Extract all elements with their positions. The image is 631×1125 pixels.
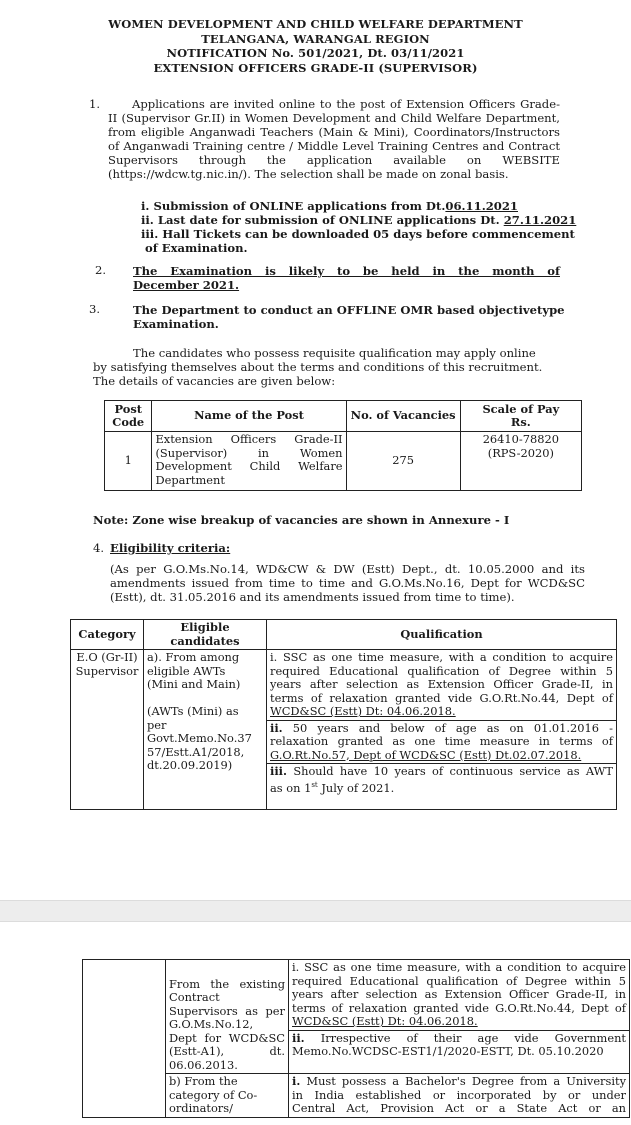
scale-of-pay-cell: 26410-78820 (RPS-2020)	[460, 432, 581, 491]
para-1-number: 1.	[89, 97, 101, 111]
vacancy-table-header	[105, 401, 582, 432]
eligible-candidates-cell: a). From among eligible AWTs (Mini and Main) (AWTs (Mini) as per Govt.Memo.No.37 57/Estt.A1/2018, dt.20.09.2019)	[144, 650, 267, 810]
qualification-age-cell: ii. Irrespective of their age vide Government Memo.No.WCDSC-EST1/1/2020-ESTT, Dt. 05.10.2020	[289, 1030, 630, 1074]
qualification-ssc-cell: i. SSC as one time measure, with a condition to acquire required Educational qualification of Degree within 5 years after selection as Extension Officer Grade-II, in terms of relaxation granted vide G.O.Rt.No.44, Dept of WCD&SC (Estt) Dt: 04.06.2018.	[289, 960, 630, 1031]
post-code-cell: 1	[105, 432, 152, 491]
dates-list: i. Submission of ONLINE applications from Dt.06.11.2021 ii. Last date for submission of ONLINE applications Dt. 27.11.2021 iii. Hall Tickets can be downloaded 05 days before commencement of Examination.	[141, 199, 586, 255]
header-category: Category	[71, 620, 144, 650]
table-row	[71, 650, 617, 721]
para-3-number: 3.	[89, 302, 101, 316]
page-separator	[0, 900, 631, 922]
eligibility-table-continued	[82, 959, 630, 1118]
submission-end: ii. Last date for submission of ONLINE applications Dt. 27.11.2021	[141, 213, 577, 227]
qualification-degree-cell: i. Must possess a Bachelor's Degree from a University in India established or incorporated by or under Central Act, Provision Act or a State Act or an	[289, 1074, 630, 1118]
notification-number: NOTIFICATION No. 501/2021, Dt. 03/11/2021	[166, 46, 465, 60]
para-4-number: 4.	[93, 541, 105, 555]
eligibility-reference: (As per G.O.Ms.No.14, WD&CW & DW (Estt) Dept., dt. 10.05.2000 and its amendments issued from time to time and G.O.Ms.No.16, Dept for WCD&SC (Estt), dt. 31.05.2016 and its amendments issued from time to time).	[110, 562, 585, 604]
vacancies-cell: 275	[346, 432, 460, 491]
header-post-name: Name of the Post	[152, 401, 346, 432]
eligibility-table-header	[71, 620, 617, 650]
qualification-service-cell: iii. Should have 10 years of continuous service as AWT as on 1st July of 2021.	[267, 764, 617, 810]
para-3-text: The Department to conduct an OFFLINE OMR based objectivetype Examination.	[133, 303, 565, 331]
eligible-candidates-cell: From the existing Contract Supervisors as per G.O.Ms.No.12, Dept for WCD&SC (Estt-A1), dt. 06.06.2013.	[166, 960, 289, 1074]
document-page-2	[0, 922, 631, 1125]
table-row	[83, 960, 630, 1031]
para-2-text: The Examination is likely to be held in the month of December 2021.	[133, 264, 560, 292]
eligible-candidates-cell-coordinators: b) From the category of Co- ordinators/	[166, 1074, 289, 1118]
post-name-cell: Extension Officers Grade-II (Supervisor) in Women Development Child Welfare Department	[152, 432, 346, 491]
table-row	[83, 1074, 630, 1118]
qualification-ssc-cell: i. SSC as one time measure, with a condition to acquire required Educational qualification of Degree within 5 years after selection as Extension Officer Grade-II, in terms of relaxation granted vide G.O.Rt.No.44, Dept of WCD&SC (Estt) Dt: 04.06.2018.	[267, 650, 617, 721]
para-2-number: 2.	[95, 263, 107, 277]
department-title: WOMEN DEVELOPMENT AND CHILD WELFARE DEPARTMENT	[108, 17, 523, 31]
category-cell-empty	[83, 960, 166, 1118]
hall-tickets: iii. Hall Tickets can be downloaded 05 days before commencement	[141, 227, 575, 241]
header-eligible-candidates: Eligible candidates	[144, 620, 267, 650]
submission-start: i. Submission of ONLINE applications from Dt.06.11.2021	[141, 199, 518, 213]
region-title: TELANGANA, WARANGAL REGION	[201, 32, 430, 46]
post-title: EXTENSION OFFICERS GRADE-II (SUPERVISOR)	[153, 61, 478, 75]
annexure-note: Note: Zone wise breakup of vacancies are shown in Annexure - I	[93, 513, 510, 527]
qualification-age-cell: ii. 50 years and below of age as on 01.01.2016 - relaxation granted as one time measure in terms of G.O.Rt.No.57, Dept of WCD&SC (Estt) Dt.02.07.2018.	[267, 720, 617, 764]
header-vacancies: No. of Vacancies	[346, 401, 460, 432]
header-scale-of-pay: Scale of Pay Rs.	[460, 401, 581, 432]
para-1-text: Applications are invited online to the post of Extension Officers Grade- II (Supervisor Gr.II) in Women Development and Child Welfare Department, from eligible Anganwadi Teachers (Main & Mini), Coordinators/Instructors of Anganwadi Training centre / Middle Level Training Centres and Contract Supervisors through the application available on WEBSITE (https://wdcw.tg.nic.in/). The selection shall be made on zonal basis.	[108, 97, 560, 181]
table-row	[105, 432, 582, 491]
intro-text: The candidates who possess requisite qualification may apply online by satisfying themselves about the terms and conditions of this recruitment. The details of vacancies are given below:	[93, 346, 543, 388]
header-post-code: Post Code	[105, 401, 152, 432]
eligibility-title: Eligibility criteria:	[110, 541, 231, 555]
eligibility-table	[70, 619, 617, 810]
category-cell: E.O (Gr-II) Supervisor	[71, 650, 144, 810]
header-qualification: Qualification	[267, 620, 617, 650]
vacancy-table	[104, 400, 582, 491]
